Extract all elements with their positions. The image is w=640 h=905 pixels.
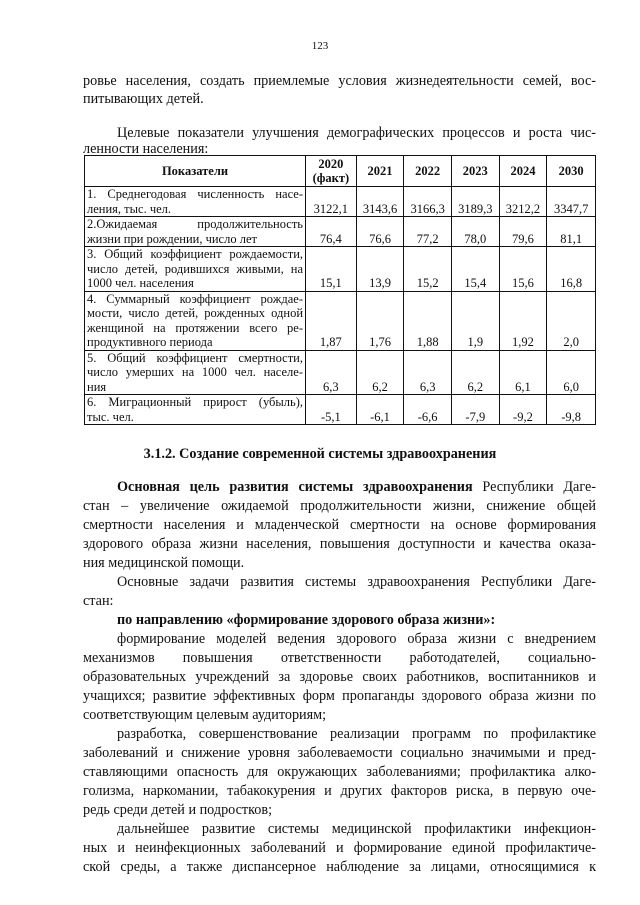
goal-line-5: ния медицинской помощи.: [83, 555, 245, 571]
cell-value: -7,9: [451, 395, 499, 425]
intro-line-1: ровье населения, создать приемлемые условия жизнедеятельности семей, вос-: [83, 73, 596, 89]
cell-value: 3122,1: [306, 187, 357, 217]
cell-value: 3189,3: [451, 187, 499, 217]
para2-line-1: разработка, совершенствование реализации программ по профилактике: [117, 726, 596, 742]
cell-value: 6,0: [547, 350, 596, 395]
para1-line-1: формирование моделей ведения здорового образа жизни с внедрением: [117, 631, 596, 647]
cell-value: 1,92: [499, 291, 547, 350]
cell-value: -6,6: [404, 395, 452, 425]
table-row: [85, 291, 596, 350]
para2-line-5: редь среди детей и подростков;: [83, 802, 273, 818]
table-caption-line-2: ленности населения:: [83, 141, 209, 157]
cell-value: 77,2: [404, 217, 452, 247]
cell-value: 1,76: [356, 291, 404, 350]
para3-line-1: дальнейшее развитие системы медицинской профилактики инфекцион-: [117, 821, 596, 837]
row-label: 3. Общий коэффициент рождаемости, число детей, родившихся живыми, на 1000 чел. населения: [85, 247, 306, 292]
header-2021: 2021: [356, 156, 404, 187]
table-row: [85, 395, 596, 425]
cell-value: 15,4: [451, 247, 499, 292]
header-2022: 2022: [404, 156, 452, 187]
goal-line-1-rest: Республики Даге-: [472, 479, 596, 495]
cell-value: 15,1: [306, 247, 357, 292]
cell-value: 1,9: [451, 291, 499, 350]
cell-value: 3212,2: [499, 187, 547, 217]
cell-value: 78,0: [451, 217, 499, 247]
header-2023: 2023: [451, 156, 499, 187]
cell-value: 79,6: [499, 217, 547, 247]
row-label: 6. Миграционный прирост (убыль), тыс. чел.: [85, 395, 306, 425]
cell-value: 6,2: [356, 350, 404, 395]
cell-value: 15,2: [404, 247, 452, 292]
row-label: 4. Суммарный коэффициент рождае- мости, число детей, рожденных одной женщиной на протяжении всего ре- продуктивного периода: [85, 291, 306, 350]
para1-line-3: образовательных учреждений за здоровье своих работников, воспитанников и: [83, 669, 596, 685]
cell-value: -6,1: [356, 395, 404, 425]
cell-value: 2,0: [547, 291, 596, 350]
demographic-indicators-table: [84, 155, 596, 425]
cell-value: 1,88: [404, 291, 452, 350]
para3-line-3: ской среды, а также диспансерное наблюдение за лицами, относящимися к: [83, 859, 596, 875]
direction-heading: по направлению «формирование здорового образа жизни»:: [117, 612, 496, 628]
goal-line-2: стан – увеличение ожидаемой продолжительности жизни, снижение общей: [83, 498, 596, 514]
table-row: [85, 350, 596, 395]
goal-line-4: здорового образа жизни населения, повышения доступности и качества оказа-: [83, 536, 596, 552]
para2-line-2: заболеваний и снижение уровня заболеваемости социально значимыми и пред-: [83, 745, 596, 761]
cell-value: 15,6: [499, 247, 547, 292]
tasks-line-2: стан:: [83, 593, 114, 609]
cell-value: -5,1: [306, 395, 357, 425]
row-label: 1. Среднегодовая численность насе- ления, тыс. чел.: [85, 187, 306, 217]
goal-line-1: [117, 478, 596, 496]
cell-value: 81,1: [547, 217, 596, 247]
cell-value: 16,8: [547, 247, 596, 292]
page-number: 123: [311, 40, 329, 52]
para2-line-3: ставляющими опасность для окружающих заболеваниями; профилактика алко-: [83, 764, 596, 780]
para1-line-4: учащихся; развитие эффективных форм пропаганды здорового образа жизни по: [83, 688, 596, 704]
para2-line-4: голизма, наркомании, табакокурения и других факторов риска, в первую оче-: [83, 783, 596, 799]
cell-value: 6,2: [451, 350, 499, 395]
cell-value: 3347,7: [547, 187, 596, 217]
cell-value: 6,1: [499, 350, 547, 395]
goal-line-3: смертности населения и младенческой смертности на основе формирования: [83, 517, 596, 533]
intro-line-2: питывающих детей.: [83, 91, 204, 107]
header-2030: 2030: [547, 156, 596, 187]
header-2024: 2024: [499, 156, 547, 187]
header-indicators: Показатели: [85, 156, 306, 187]
row-label: 5. Общий коэффициент смертности, число умерших на 1000 чел. населе- ния: [85, 350, 306, 395]
cell-value: -9,2: [499, 395, 547, 425]
cell-value: 3166,3: [404, 187, 452, 217]
row-label: 2.Ожидаемая продолжительность жизни при рождении, число лет: [85, 217, 306, 247]
goal-bold-lead: Основная цель развития системы здравоохранения: [117, 479, 473, 495]
para1-line-2: механизмов повышения ответственности работодателей, социально-: [83, 650, 596, 666]
header-2020: 2020 (факт): [306, 156, 357, 187]
para1-line-5: соответствующим целевым аудиториям;: [83, 707, 327, 723]
cell-value: 6,3: [306, 350, 357, 395]
table-row: [85, 247, 596, 292]
table-header-row: [85, 156, 596, 187]
cell-value: -9,8: [547, 395, 596, 425]
cell-value: 6,3: [404, 350, 452, 395]
cell-value: 76,4: [306, 217, 357, 247]
section-heading: 3.1.2. Создание современной системы здравоохранения: [143, 446, 497, 462]
table-row: [85, 217, 596, 247]
tasks-line-1: Основные задачи развития системы здравоохранения Республики Даге-: [117, 574, 596, 590]
cell-value: 13,9: [356, 247, 404, 292]
para3-line-2: ных и неинфекционных заболеваний и формирование единой профилактиче-: [83, 840, 596, 856]
table-caption-line-1: Целевые показатели улучшения демографических процессов и роста чис-: [117, 125, 596, 141]
cell-value: 3143,6: [356, 187, 404, 217]
cell-value: 76,6: [356, 217, 404, 247]
cell-value: 1,87: [306, 291, 357, 350]
table-row: [85, 187, 596, 217]
